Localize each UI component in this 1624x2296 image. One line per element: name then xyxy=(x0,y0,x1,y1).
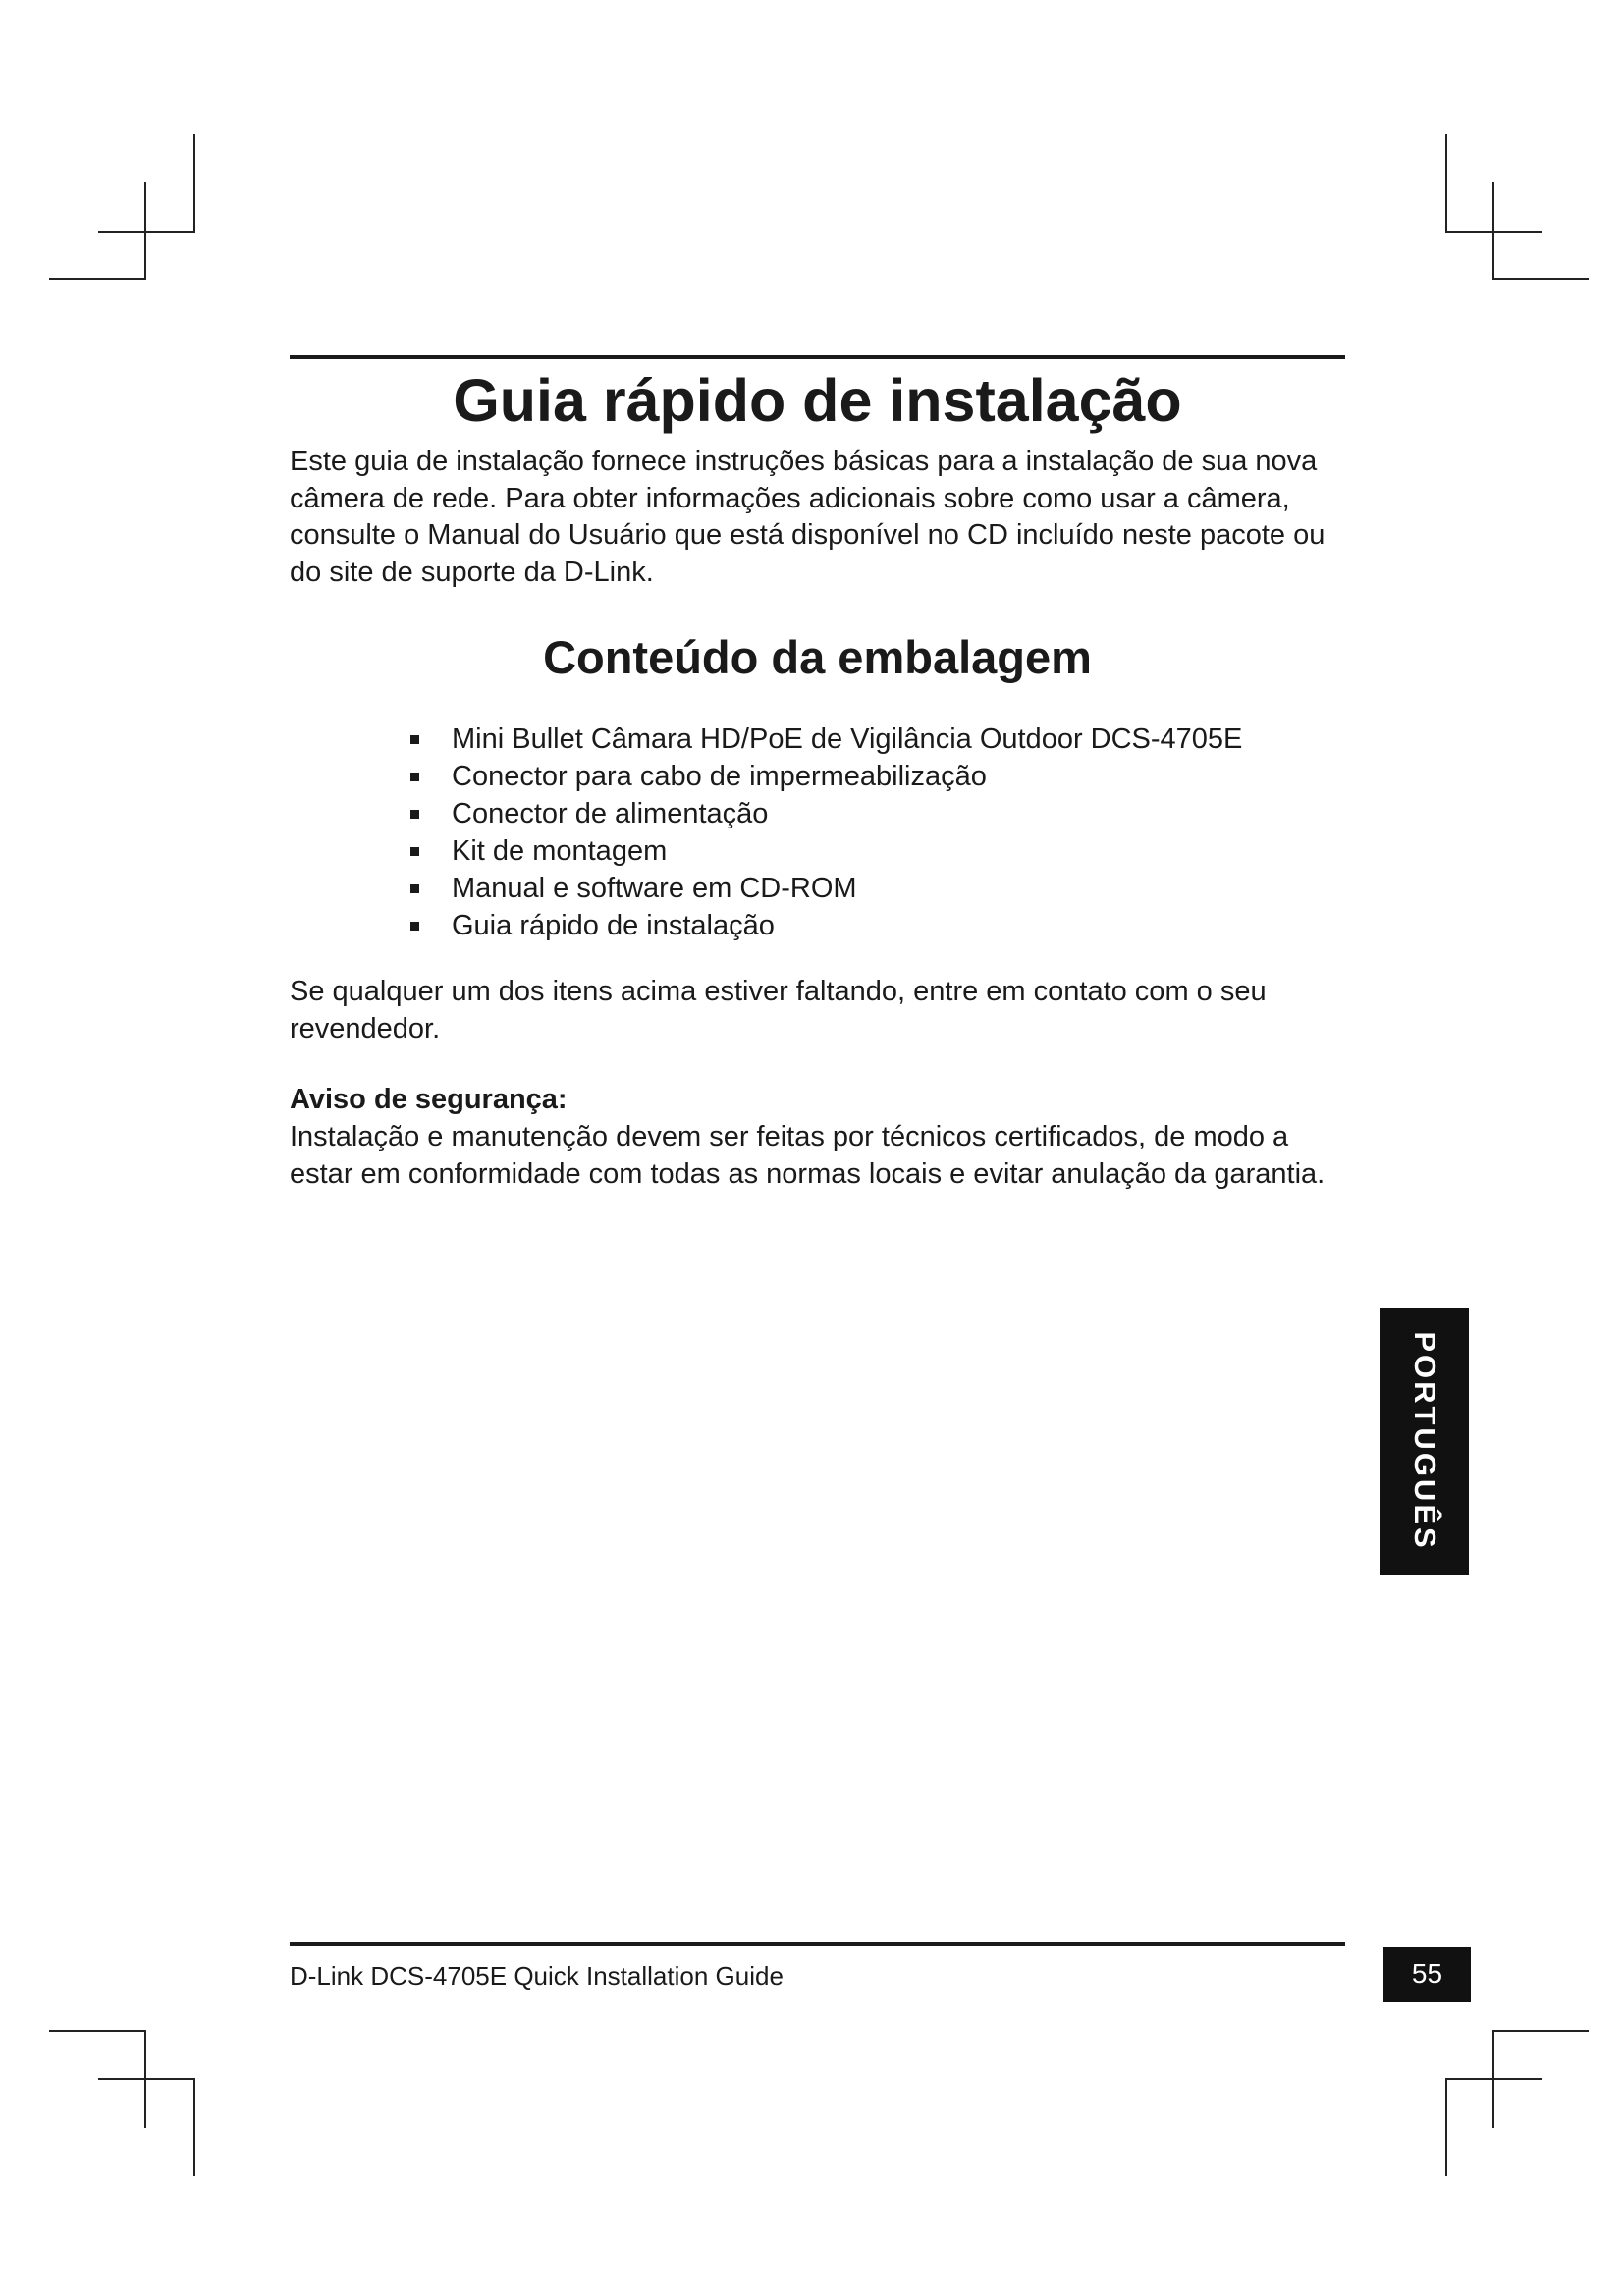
safety-text: Instalação e manutenção devem ser feitas por técnicos certificados, de modo a estar em conformidade com todas as normas locais e evitar anulação da garantia. xyxy=(290,1121,1326,1190)
bullet-icon xyxy=(410,847,419,856)
crop-mark xyxy=(49,278,146,280)
bullet-icon xyxy=(410,884,419,893)
footer-rule xyxy=(290,1942,1345,1946)
list-item: Manual e software em CD-ROM xyxy=(403,870,1242,907)
bullet-icon xyxy=(410,735,419,744)
intro-paragraph: Este guia de instalação fornece instruções básicas para a instalação de sua nova câmera de rede. Para obter informações adicionais sobre como usar a câmera, consulte o Manual do Usuário que está disponível no CD incluído neste pacote ou do site de suporte da D-Link. xyxy=(290,446,1326,588)
list-item: Mini Bullet Câmara HD/PoE de Vigilância Outdoor DCS-4705E xyxy=(403,721,1242,758)
bullet-icon xyxy=(410,810,419,819)
page-number: 55 xyxy=(1383,1947,1471,2002)
list-item: Kit de montagem xyxy=(403,832,1242,870)
package-contents-list xyxy=(403,721,1242,944)
title-rule xyxy=(290,355,1345,359)
page-title: Guia rápido de instalação xyxy=(453,367,1182,434)
list-item: Conector de alimentação xyxy=(403,795,1242,832)
crop-mark xyxy=(1445,134,1447,233)
crop-mark xyxy=(98,231,195,233)
crop-mark xyxy=(1492,182,1494,280)
safety-heading: Aviso de segurança: xyxy=(290,1084,568,1115)
language-tab xyxy=(1380,1308,1469,1575)
package-contents-title: Conteúdo da embalagem xyxy=(543,631,1092,683)
crop-mark xyxy=(193,134,195,233)
crop-mark xyxy=(144,182,146,280)
list-item: Guia rápido de instalação xyxy=(403,907,1242,944)
language-label: PORTUGUÊS xyxy=(1408,1331,1442,1551)
crop-mark xyxy=(1492,2030,1589,2032)
crop-mark xyxy=(1445,2078,1447,2176)
bullet-icon xyxy=(410,773,419,781)
crop-mark xyxy=(1445,2078,1542,2080)
missing-items-note: Se qualquer um dos itens acima estiver faltando, entre em contato com o seu revendedor. xyxy=(290,976,1267,1044)
crop-mark xyxy=(49,2030,146,2032)
bullet-icon xyxy=(410,922,419,931)
list-item: Conector para cabo de impermeabilização xyxy=(403,758,1242,795)
crop-mark xyxy=(98,2078,195,2080)
crop-mark xyxy=(193,2078,195,2176)
crop-mark xyxy=(1492,278,1589,280)
footer-guide-name: D-Link DCS-4705E Quick Installation Guide xyxy=(290,1961,784,1991)
